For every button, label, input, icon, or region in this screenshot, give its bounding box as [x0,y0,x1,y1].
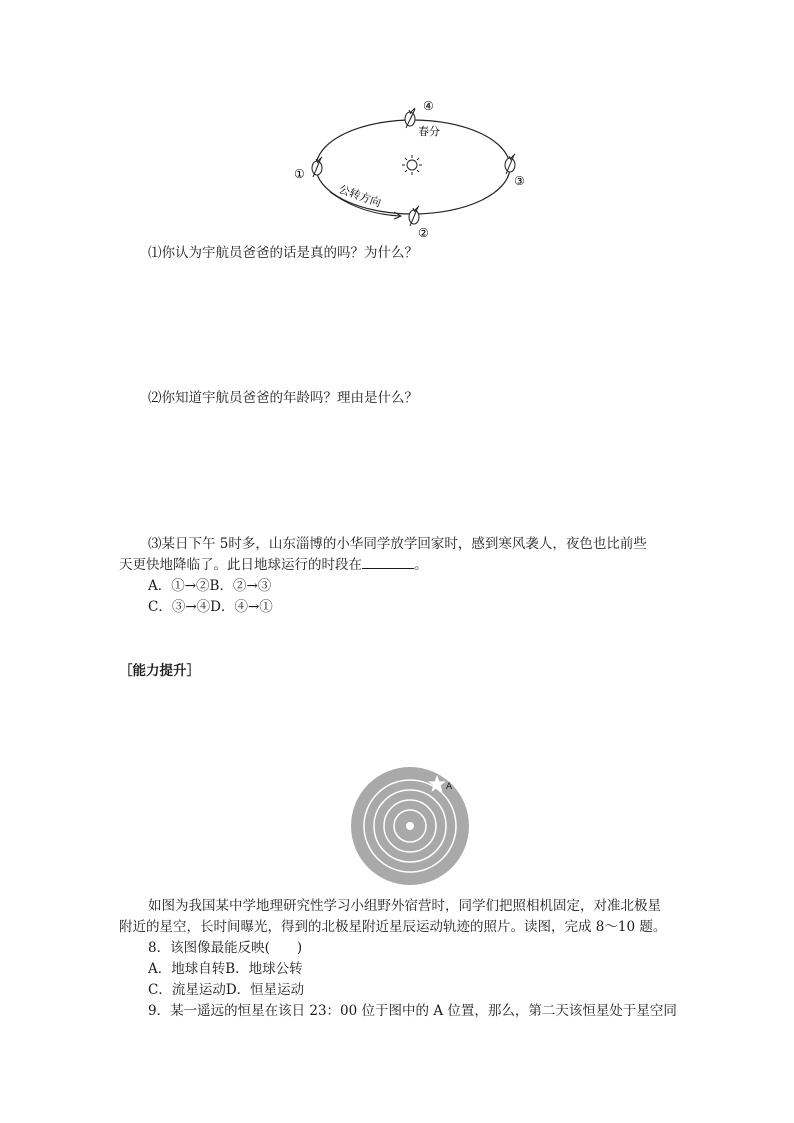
question-8-options-cd: C．流星运动D．恒星运动 [148,982,305,998]
question-1: ⑴你认为宇航员爸爸的话是真的吗？为什么？ [148,245,418,261]
question-9-stem: 9．某一遥远的恒星在该日 23：00 位于图中的 A 位置，那么，第二天该恒星处于星空同 [148,1003,677,1019]
earth-position-4 [405,108,415,128]
position-3-label: ③ [514,174,525,188]
sun-icon [402,155,422,175]
star-a-label: A [446,782,453,792]
position-4-label: ④ [423,99,434,113]
question-3-options-ab: A．①→②B．②→③ [148,578,272,594]
question-3-options-cd: C．③→④D．④→① [148,599,273,615]
question-3-line-1: ⑶某日下午 5时多，山东淄博的小华同学放学回家时，感到寒风袭人，夜色也比前些 [148,536,647,552]
orbit-ellipse [316,120,510,214]
star-trail-photo [345,766,475,886]
answer-blank [362,556,414,569]
earth-position-2 [409,206,419,226]
position-1-label: ① [294,167,305,181]
passage-line-1: 如图为我国某中学地理研究性学习小组野外宿营时，同学们把照相机固定，对准北极星 [148,898,661,914]
question-8-stem: 8．该图像最能反映( ) [148,940,303,956]
passage-line-2: 附近的星空，长时间曝光，得到的北极星附近星辰运动轨迹的照片。读图，完成 8～10 题。 [119,919,667,935]
question-2: ⑵你知道宇航员爸爸的年龄吗？理由是什么？ [148,390,418,406]
earth-orbit-diagram [290,92,540,240]
question-3-line-2: 天更快地降临了。此日地球运行的时段在 。 [119,557,428,573]
position-2-label: ② [418,226,429,240]
question-8-options-ab: A．地球自转B．地球公转 [148,961,303,977]
spring-equinox-label: 春分 [418,125,440,138]
section-heading: ［能力提升］ [119,663,200,679]
earth-position-3 [505,154,515,174]
revolution-direction-label: 公转方向 [336,182,383,210]
earth-position-1 [312,157,322,177]
